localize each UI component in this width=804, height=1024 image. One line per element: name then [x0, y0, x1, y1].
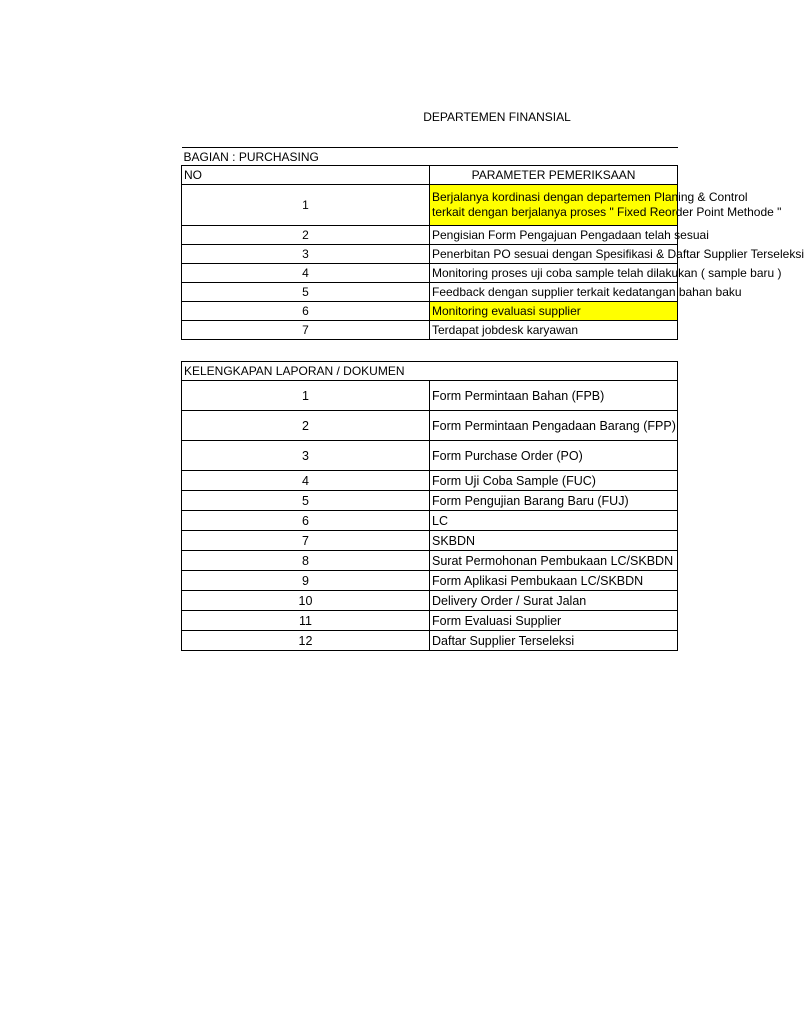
table-row: [182, 611, 678, 631]
row-text: Penerbitan PO sesuai dengan Spesifikasi & Daftar Supplier Terseleksi: [430, 245, 678, 264]
table-row: [182, 551, 678, 571]
document-table: [181, 361, 678, 651]
col-param-header: PARAMETER PEMERIKSAAN: [430, 166, 678, 185]
table-row: [182, 381, 678, 411]
row-number: 10: [182, 591, 430, 611]
table-row: [182, 302, 678, 321]
row-number: 1: [182, 381, 430, 411]
table-row: [182, 283, 678, 302]
row-text: Form Evaluasi Supplier: [430, 611, 678, 631]
row-number: 9: [182, 571, 430, 591]
row-text: Daftar Supplier Terseleksi: [430, 631, 678, 651]
parameter-table: [181, 147, 804, 340]
row-text: Form Permintaan Bahan (FPB): [430, 381, 678, 411]
row-text: Delivery Order / Surat Jalan: [430, 591, 678, 611]
row-text: Feedback dengan supplier terkait kedatangan bahan baku: [430, 283, 678, 302]
table-row: [182, 321, 678, 340]
row-text: Monitoring evaluasi supplier: [430, 302, 678, 321]
row-number: 8: [182, 551, 430, 571]
row-number: 3: [182, 245, 430, 264]
row-number: 7: [182, 531, 430, 551]
section-header-row: [182, 148, 678, 166]
row-number: 6: [182, 511, 430, 531]
row-number: 7: [182, 321, 430, 340]
table-row: [182, 441, 678, 471]
table-row: [182, 591, 678, 611]
row-text: Form Permintaan Pengadaan Barang (FPP): [430, 411, 678, 441]
row-number: 4: [182, 264, 430, 283]
row-text-line1: Berjalanya kordinasi dengan departemen Planing & Control: [432, 190, 748, 204]
table-row: [182, 511, 678, 531]
row-text: Form Purchase Order (PO): [430, 441, 678, 471]
row-text: [430, 185, 782, 226]
section-header-row: [182, 362, 678, 381]
row-text: SKBDN: [430, 531, 678, 551]
bagian-label: BAGIAN : PURCHASING: [182, 148, 678, 166]
table-row: [182, 245, 678, 264]
row-number: 1: [182, 185, 430, 226]
row-text-line2: terkait dengan berjalanya proses " Fixed Reorder Point Methode ": [432, 205, 782, 219]
row-number: 5: [182, 283, 430, 302]
row-number: 2: [182, 226, 430, 245]
row-text: Pengisian Form Pengajuan Pengadaan telah sesuai: [430, 226, 678, 245]
row-number: 12: [182, 631, 430, 651]
row-text: Form Uji Coba Sample (FUC): [430, 471, 678, 491]
table-row: [182, 226, 678, 245]
row-number: 2: [182, 411, 430, 441]
table-row: [182, 571, 678, 591]
row-text: LC: [430, 511, 678, 531]
row-number: 5: [182, 491, 430, 511]
row-text: Terdapat jobdesk karyawan: [430, 321, 678, 340]
kelengkapan-label: KELENGKAPAN LAPORAN / DOKUMEN: [182, 362, 678, 381]
row-number: 3: [182, 441, 430, 471]
row-text: Form Pengujian Barang Baru (FUJ): [430, 491, 678, 511]
table-row: [182, 471, 678, 491]
table-row: [182, 491, 678, 511]
row-text: Surat Permohonan Pembukaan LC/SKBDN: [430, 551, 678, 571]
page-title: DEPARTEMEN FINANSIAL: [423, 110, 571, 124]
table-row: [182, 531, 678, 551]
table-row: [182, 411, 678, 441]
row-number: 6: [182, 302, 430, 321]
table-header-row: [182, 166, 678, 185]
table-row: [182, 264, 678, 283]
row-number: 4: [182, 471, 430, 491]
table-row: [182, 631, 678, 651]
row-text: Monitoring proses uji coba sample telah dilakukan ( sample baru ): [430, 264, 678, 283]
row-number: 11: [182, 611, 430, 631]
row-text: Form Aplikasi Pembukaan LC/SKBDN: [430, 571, 678, 591]
col-no-header: NO: [182, 166, 430, 185]
table-row: [182, 185, 678, 226]
